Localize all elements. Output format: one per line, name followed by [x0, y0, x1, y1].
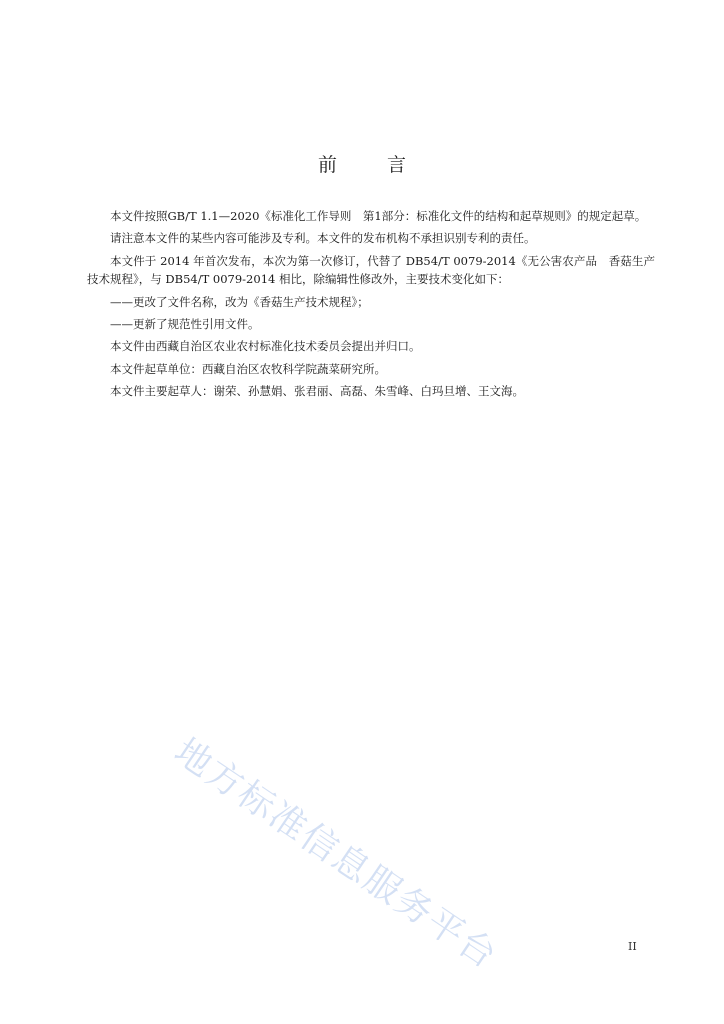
paragraph-2: 请注意本文件的某些内容可能涉及专利。本文件的发布机构不承担识别专利的责任。: [110, 231, 536, 246]
watermark: 地方标准信息服务平台: [166, 730, 505, 978]
paragraph-4: ——更改了文件名称，改为《香菇生产技术规程》；: [110, 294, 369, 309]
paragraph-3: 本文件于 2014 年首次发布，本次为第一次修订，代替了 DB54/T 0079-2014《无公害农产品 香菇生产技术规程》，与 DB54/T 0079-2014 相比，除编辑性修改外，主要技术变化如下：: [87, 253, 655, 287]
paragraph-5: ——更新了规范性引用文件。: [110, 316, 260, 331]
page-number: II: [628, 940, 637, 953]
foreword-body: [87, 207, 655, 405]
page-title: 前言: [317, 154, 456, 176]
paragraph-6: 本文件由西藏自治区农业农村标准化技术委员会提出并归口。: [110, 339, 421, 354]
paragraph-7: 本文件起草单位：西藏自治区农牧科学院蔬菜研究所。: [110, 361, 386, 376]
paragraph-8: 本文件主要起草人：谢荣、孙慧娟、张君丽、高磊、朱雪峰、白玛旦增、王文海。: [110, 384, 524, 399]
paragraph-1: 本文件按照GB/T 1.1—2020《标准化工作导则 第1部分：标准化文件的结构和起草规则》的规定起草。: [110, 209, 647, 223]
